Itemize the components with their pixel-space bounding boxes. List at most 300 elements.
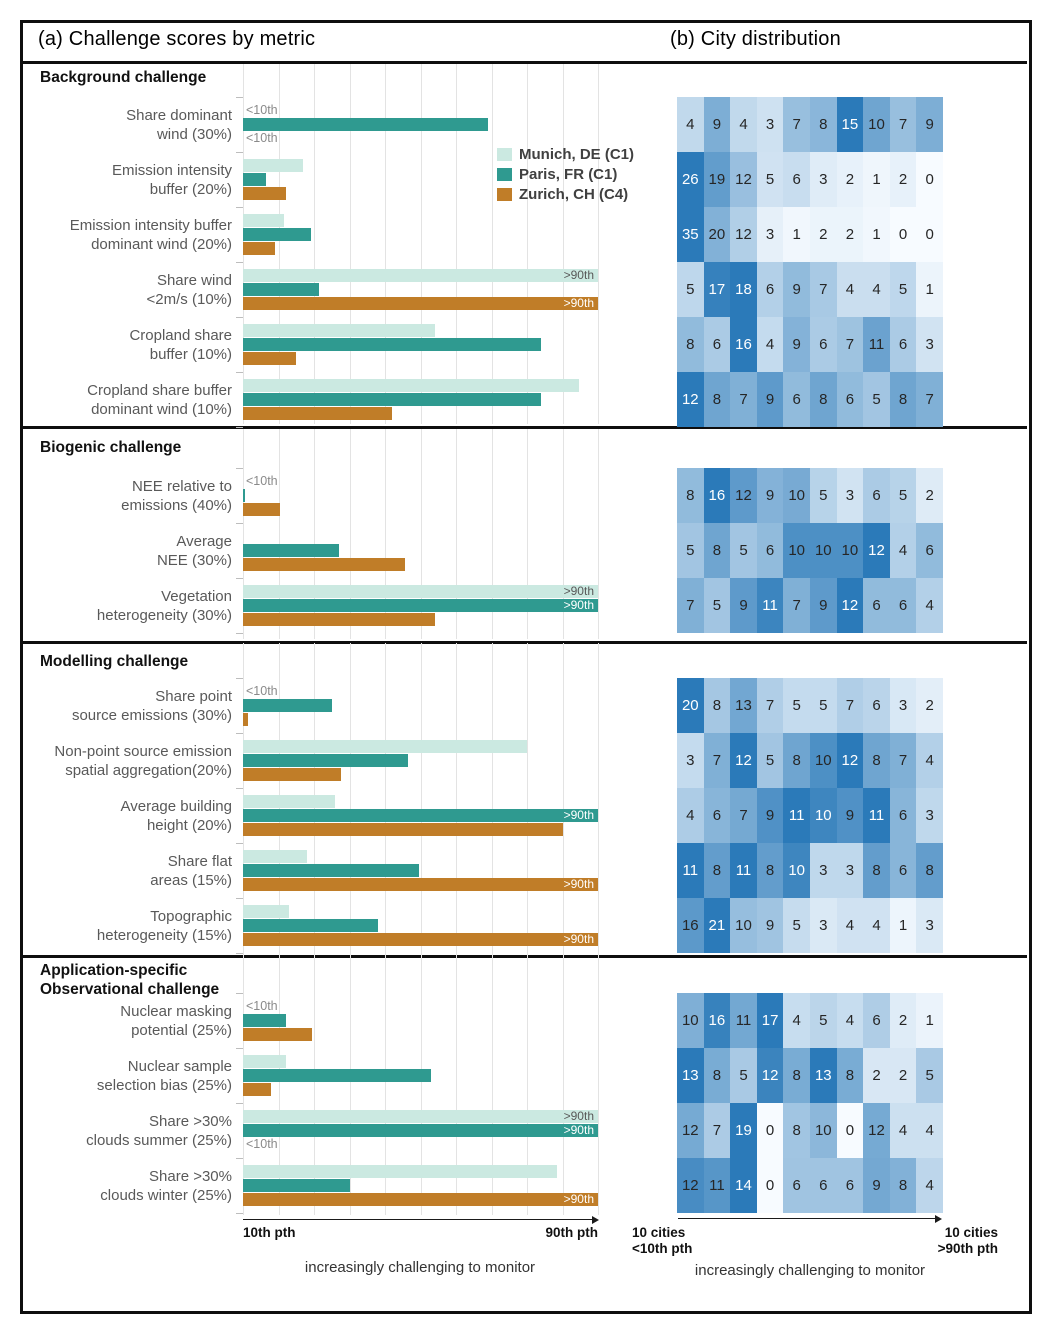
right-axis-max-label: [878, 1225, 998, 1257]
metric-label: Average building height (20%): [120, 797, 232, 834]
heat-cell: 0: [757, 1103, 784, 1158]
metric-label: Non-point source emission spatial aggregation(20%): [54, 742, 232, 779]
bar-paris: [243, 1124, 598, 1137]
heat-cell: 3: [837, 843, 864, 898]
bar-gridline: [350, 643, 351, 953]
heat-cell: 12: [837, 578, 864, 633]
bar-gridline: [456, 643, 457, 953]
heat-cell: 19: [730, 1103, 757, 1158]
bar-munich: [243, 159, 303, 172]
bar-below-10th-label: <10th: [246, 999, 278, 1013]
bar-paris: [243, 809, 598, 822]
bar-zurich: [243, 613, 435, 626]
heat-cell: 4: [916, 733, 943, 788]
bar-munich: [243, 324, 435, 337]
heat-cell: 6: [783, 152, 810, 207]
heat-cell: 9: [916, 97, 943, 152]
bar-paris: [243, 919, 378, 932]
bar-zurich: [243, 933, 598, 946]
heat-cell: 5: [730, 1048, 757, 1103]
heat-cell: 6: [704, 788, 731, 843]
row-tick: [236, 427, 243, 428]
heat-cell: 12: [730, 468, 757, 523]
heat-cell: 6: [863, 678, 890, 733]
bar-gridline: [492, 64, 493, 424]
bar-above-90th-label: >90th: [563, 296, 594, 310]
heat-cell: 7: [810, 262, 837, 317]
heat-cell: 5: [863, 372, 890, 427]
heat-cell: 10: [810, 523, 837, 578]
heat-cell: 5: [757, 152, 784, 207]
heat-cell: 1: [916, 262, 943, 317]
heat-cell: 12: [757, 1048, 784, 1103]
metric-label: Share >30% clouds winter (25%): [100, 1167, 232, 1204]
heat-cell: 13: [810, 1048, 837, 1103]
bar-paris: [243, 1014, 286, 1027]
heat-cell: 11: [677, 843, 704, 898]
bar-zurich: [243, 503, 280, 516]
legend-swatch-icon: [497, 188, 512, 201]
heat-cell: 9: [757, 898, 784, 953]
bar-below-10th-label: <10th: [246, 474, 278, 488]
left-axis-caption: increasingly challenging to monitor: [304, 1259, 536, 1276]
bar-munich: [243, 795, 335, 808]
heat-cell: 0: [916, 207, 943, 262]
right-axis-max-line1: 10 cities: [944, 1225, 998, 1240]
heat-cell: 6: [916, 523, 943, 578]
heat-cell: 2: [890, 993, 917, 1048]
heat-cell: 3: [757, 207, 784, 262]
heat-cell: 4: [837, 262, 864, 317]
heat-cell: 12: [863, 1103, 890, 1158]
heat-cell: 1: [890, 898, 917, 953]
bar-paris: [243, 489, 245, 502]
bar-below-10th-label: <10th: [246, 1137, 278, 1151]
heat-cell: 5: [810, 993, 837, 1048]
row-tick: [236, 953, 243, 954]
heat-cell: 9: [730, 578, 757, 633]
heat-cell: 10: [863, 97, 890, 152]
bar-gridline: [421, 643, 422, 953]
row-tick: [236, 262, 243, 263]
heat-cell: 7: [757, 678, 784, 733]
right-axis-min-label: [632, 1225, 692, 1257]
bar-paris: [243, 118, 488, 131]
heat-cell: 7: [704, 733, 731, 788]
heat-cell: 9: [757, 468, 784, 523]
heat-cell: 6: [810, 317, 837, 372]
heat-cell: 9: [757, 372, 784, 427]
heat-cell: 8: [677, 468, 704, 523]
heat-cell: 6: [837, 372, 864, 427]
heat-cell: 12: [837, 733, 864, 788]
heat-cell: 3: [837, 468, 864, 523]
heat-cell: 5: [730, 523, 757, 578]
bar-paris: [243, 599, 598, 612]
bar-munich: [243, 585, 598, 598]
heat-cell: 11: [704, 1158, 731, 1213]
bar-below-10th-label: <10th: [246, 103, 278, 117]
heat-cell: 7: [916, 372, 943, 427]
row-tick: [236, 1158, 243, 1159]
row-tick: [236, 1103, 243, 1104]
bar-paris: [243, 283, 319, 296]
row-tick: [236, 898, 243, 899]
section-separator-3: [23, 955, 1027, 958]
heat-cell: 13: [677, 1048, 704, 1103]
left-axis-arrow-line: [243, 1219, 593, 1220]
heat-cell: 7: [783, 578, 810, 633]
metric-label: Share flat areas (15%): [150, 852, 232, 889]
heat-cell: 3: [810, 843, 837, 898]
heat-cell: 12: [677, 1158, 704, 1213]
heat-cell: 7: [677, 578, 704, 633]
bar-below-10th-label: <10th: [246, 131, 278, 145]
heat-cell: 5: [677, 523, 704, 578]
heat-cell: 4: [837, 993, 864, 1048]
heat-cell: 9: [783, 317, 810, 372]
heat-cell: 2: [810, 207, 837, 262]
bar-above-90th-label: >90th: [563, 268, 594, 282]
heat-cell: 4: [863, 262, 890, 317]
heat-cell: 4: [677, 788, 704, 843]
heat-cell: 1: [863, 207, 890, 262]
heat-cell: 12: [863, 523, 890, 578]
heat-cell: 10: [677, 993, 704, 1048]
heat-cell: 8: [677, 317, 704, 372]
heat-cell: 8: [890, 372, 917, 427]
heat-cell: 9: [783, 262, 810, 317]
left-axis-arrowhead-icon: [592, 1216, 599, 1224]
heat-cell: 11: [863, 788, 890, 843]
heat-cell: 4: [916, 578, 943, 633]
metric-label: Emission intensity buffer (20%): [111, 161, 232, 198]
heat-cell: 8: [837, 1048, 864, 1103]
bar-zurich: [243, 1193, 598, 1206]
heat-cell: 8: [916, 843, 943, 898]
section-title: Application-specific Observational challenge: [40, 962, 220, 998]
heat-cell: 8: [704, 1048, 731, 1103]
bar-paris: [243, 754, 408, 767]
legend-item: [497, 164, 634, 184]
heat-cell: 8: [783, 1048, 810, 1103]
heat-cell: 1: [863, 152, 890, 207]
heat-cell: 12: [677, 1103, 704, 1158]
bar-munich: [243, 1110, 598, 1123]
right-axis-arrow-line: [678, 1218, 936, 1219]
heat-cell: 9: [863, 1158, 890, 1213]
heat-cell: 10: [783, 468, 810, 523]
heat-cell: 10: [810, 788, 837, 843]
bar-paris: [243, 338, 541, 351]
bar-above-90th-label: >90th: [563, 1123, 594, 1137]
row-tick: [236, 152, 243, 153]
heat-cell: 15: [837, 97, 864, 152]
bar-zurich: [243, 768, 341, 781]
heat-cell: 7: [730, 372, 757, 427]
bar-munich: [243, 379, 579, 392]
right-axis-min-line1: 10 cities: [632, 1225, 686, 1240]
metric-label: Cropland share buffer dominant wind (10%): [87, 381, 232, 418]
bar-above-90th-label: >90th: [563, 1192, 594, 1206]
heat-cell: 10: [730, 898, 757, 953]
bar-zurich: [243, 407, 392, 420]
bar-gridline: [527, 643, 528, 953]
metric-label: Share wind <2m/s (10%): [146, 271, 232, 308]
heat-cell: 2: [837, 207, 864, 262]
row-tick: [236, 733, 243, 734]
metric-label: Share dominant wind (30%): [126, 106, 232, 143]
right-axis-caption: increasingly challenging to monitor: [694, 1262, 926, 1279]
heat-cell: 3: [916, 788, 943, 843]
heat-cell: 6: [890, 578, 917, 633]
legend-label: Paris, FR (C1): [519, 165, 618, 183]
heat-cell: 0: [757, 1158, 784, 1213]
heat-cell: 4: [916, 1158, 943, 1213]
bar-munich: [243, 1165, 557, 1178]
heat-cell: 12: [730, 152, 757, 207]
row-tick: [236, 207, 243, 208]
heat-cell: 16: [704, 468, 731, 523]
heat-cell: 6: [890, 317, 917, 372]
legend: [497, 144, 634, 204]
heat-cell: 8: [704, 843, 731, 898]
section-title: Modelling challenge: [40, 653, 189, 670]
legend-swatch-icon: [497, 168, 512, 181]
heat-cell: 3: [810, 898, 837, 953]
heat-cell: 17: [757, 993, 784, 1048]
heat-cell: 5: [783, 898, 810, 953]
bar-zurich: [243, 878, 598, 891]
heat-cell: 5: [757, 733, 784, 788]
heat-cell: 26: [677, 152, 704, 207]
bar-gridline: [598, 64, 599, 424]
heat-cell: 8: [863, 733, 890, 788]
heat-cell: 8: [704, 372, 731, 427]
heat-cell: 4: [677, 97, 704, 152]
heat-cell: 17: [704, 262, 731, 317]
row-tick: [236, 372, 243, 373]
heat-cell: 4: [757, 317, 784, 372]
heat-cell: 1: [916, 993, 943, 1048]
heat-cell: 4: [730, 97, 757, 152]
heat-cell: 8: [863, 843, 890, 898]
heat-cell: 8: [757, 843, 784, 898]
metric-label: Emission intensity buffer dominant wind (20%): [69, 216, 232, 253]
heat-cell: 6: [810, 1158, 837, 1213]
legend-swatch-icon: [497, 148, 512, 161]
heat-cell: 11: [757, 578, 784, 633]
row-tick: [236, 788, 243, 789]
legend-label: Munich, DE (C1): [519, 145, 634, 163]
heat-cell: 5: [890, 262, 917, 317]
bar-gridline: [527, 64, 528, 424]
heat-cell: 3: [916, 898, 943, 953]
heat-cell: 2: [837, 152, 864, 207]
row-tick: [236, 993, 243, 994]
heat-cell: 6: [757, 262, 784, 317]
heat-cell: 1: [783, 207, 810, 262]
heat-cell: 5: [916, 1048, 943, 1103]
row-tick: [236, 843, 243, 844]
heat-cell: 0: [890, 207, 917, 262]
heat-cell: 8: [810, 97, 837, 152]
heat-cell: 2: [916, 468, 943, 523]
bar-paris: [243, 544, 339, 557]
legend-label: Zurich, CH (C4): [519, 185, 629, 203]
bar-zurich: [243, 1028, 312, 1041]
bar-munich: [243, 269, 598, 282]
heat-cell: 9: [704, 97, 731, 152]
row-tick: [236, 317, 243, 318]
metric-label: NEE relative to emissions (40%): [121, 477, 232, 514]
bar-gridline: [563, 952, 564, 1215]
bar-paris: [243, 228, 311, 241]
heat-cell: 5: [810, 468, 837, 523]
heat-cell: 7: [890, 97, 917, 152]
bar-munich: [243, 905, 289, 918]
heat-cell: 7: [730, 788, 757, 843]
heat-cell: 10: [810, 1103, 837, 1158]
bar-zurich: [243, 242, 275, 255]
heat-cell: 20: [677, 678, 704, 733]
heat-cell: 6: [783, 372, 810, 427]
section-title: Background challenge: [40, 69, 207, 86]
heat-cell: 11: [730, 843, 757, 898]
heat-cell: 7: [704, 1103, 731, 1158]
heat-cell: 16: [730, 317, 757, 372]
heat-cell: 6: [757, 523, 784, 578]
heat-cell: 12: [730, 207, 757, 262]
bar-above-90th-label: >90th: [563, 598, 594, 612]
heat-cell: 6: [783, 1158, 810, 1213]
legend-item: [497, 184, 634, 204]
heat-cell: 3: [677, 733, 704, 788]
heat-cell: 6: [890, 843, 917, 898]
row-tick: [236, 633, 243, 634]
metric-label: Share >30% clouds summer (25%): [86, 1112, 232, 1149]
heat-cell: 16: [677, 898, 704, 953]
bar-above-90th-label: >90th: [563, 808, 594, 822]
heat-cell: 8: [704, 678, 731, 733]
heat-cell: 5: [890, 468, 917, 523]
heat-cell: 0: [916, 152, 943, 207]
left-axis-max-label: 90th pth: [545, 1225, 598, 1240]
heat-cell: 4: [890, 1103, 917, 1158]
heat-cell: 13: [730, 678, 757, 733]
bar-gridline: [598, 952, 599, 1215]
heat-cell: 8: [704, 523, 731, 578]
heat-cell: 4: [863, 898, 890, 953]
bar-zurich: [243, 352, 296, 365]
heat-cell: 6: [837, 1158, 864, 1213]
bar-zurich: [243, 823, 563, 836]
panel-b-title: (b) City distribution: [670, 28, 841, 50]
bar-zurich: [243, 713, 248, 726]
heat-cell: 9: [810, 578, 837, 633]
heat-cell: 4: [916, 1103, 943, 1158]
metric-label: Share point source emissions (30%): [71, 687, 232, 724]
heat-cell: 3: [810, 152, 837, 207]
bar-munich: [243, 740, 527, 753]
row-tick: [236, 468, 243, 469]
heat-cell: 5: [810, 678, 837, 733]
bar-paris: [243, 173, 266, 186]
heat-cell: 7: [890, 733, 917, 788]
heat-cell: 21: [704, 898, 731, 953]
heat-cell: 6: [863, 578, 890, 633]
metric-label: Nuclear sample selection bias (25%): [96, 1057, 232, 1094]
heat-cell: 8: [890, 1158, 917, 1213]
metric-label: Topographic heterogeneity (15%): [96, 907, 232, 944]
heat-cell: 12: [677, 372, 704, 427]
heat-cell: 9: [837, 788, 864, 843]
row-tick: [236, 678, 243, 679]
right-axis-arrowhead-icon: [935, 1215, 942, 1223]
heat-cell: 35: [677, 207, 704, 262]
row-tick: [236, 1213, 243, 1214]
metric-label: Cropland share buffer (10%): [129, 326, 232, 363]
bar-above-90th-label: >90th: [563, 1109, 594, 1123]
bar-munich: [243, 850, 307, 863]
heat-cell: 20: [704, 207, 731, 262]
heat-cell: 10: [837, 523, 864, 578]
heat-cell: 10: [783, 523, 810, 578]
row-tick: [236, 97, 243, 98]
bar-gridline: [563, 64, 564, 424]
metric-label: Nuclear masking potential (25%): [120, 1002, 232, 1039]
heat-cell: 5: [677, 262, 704, 317]
panel-a-title: (a) Challenge scores by metric: [38, 28, 316, 50]
bar-zurich: [243, 1083, 271, 1096]
right-axis-max-line2: >90th pth: [937, 1241, 998, 1256]
heat-cell: 18: [730, 262, 757, 317]
bar-gridline: [598, 429, 599, 639]
bar-zurich: [243, 297, 598, 310]
section-separator-2: [23, 641, 1027, 644]
heat-cell: 11: [730, 993, 757, 1048]
row-tick: [236, 1048, 243, 1049]
bar-gridline: [492, 643, 493, 953]
row-tick: [236, 523, 243, 524]
heat-cell: 2: [890, 1048, 917, 1103]
bar-gridline: [598, 643, 599, 953]
heat-cell: 6: [863, 468, 890, 523]
heat-cell: 3: [757, 97, 784, 152]
heat-cell: 4: [837, 898, 864, 953]
heat-cell: 14: [730, 1158, 757, 1213]
section-title: Biogenic challenge: [40, 439, 182, 456]
heat-cell: 19: [704, 152, 731, 207]
bar-paris: [243, 393, 541, 406]
heat-cell: 6: [704, 317, 731, 372]
left-axis-min-label: 10th pth: [243, 1225, 296, 1240]
heat-cell: 8: [783, 733, 810, 788]
bar-paris: [243, 699, 332, 712]
bar-gridline: [563, 643, 564, 953]
bar-above-90th-label: >90th: [563, 877, 594, 891]
heat-cell: 5: [704, 578, 731, 633]
heat-cell: 6: [863, 993, 890, 1048]
bar-munich: [243, 1055, 286, 1068]
heat-cell: 5: [783, 678, 810, 733]
heat-cell: 4: [783, 993, 810, 1048]
heat-cell: 16: [704, 993, 731, 1048]
bar-paris: [243, 1179, 350, 1192]
bar-zurich: [243, 187, 286, 200]
bar-gridline: [385, 643, 386, 953]
bar-above-90th-label: >90th: [563, 932, 594, 946]
